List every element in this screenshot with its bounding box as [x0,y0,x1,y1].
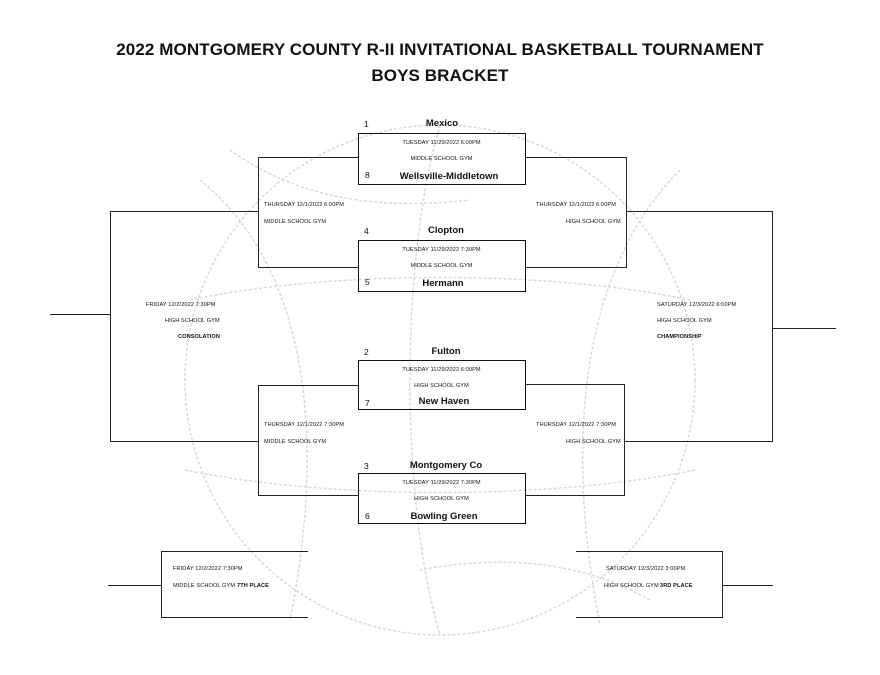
championship-time: SATURDAY 12/3/2022 6:00PM [657,302,737,308]
bracket-line [161,617,308,618]
bracket-line [110,211,111,442]
bracket-line [576,617,723,618]
championship-label: CHAMPIONSHIP [657,334,702,340]
championship-venue: HIGH SCHOOL GYM [657,318,712,324]
bracket-line [576,551,723,552]
seed-number: 5 [365,277,370,287]
team-name: Montgomery Co [409,460,483,471]
seventh-place-time: FRIDAY 12/2/2022 7:30PM [173,566,243,572]
game-time: TUESDAY 11/29/2022 7:30PM [402,480,481,486]
bracket-line [258,385,359,386]
bracket-line [526,157,627,158]
semifinal-venue: MIDDLE SCHOOL GYM [264,219,327,225]
game-time: TUESDAY 11/29/2022 6:00PM [402,140,481,146]
third-place-venue: HIGH SCHOOL GYM [604,583,659,589]
bracket-line [258,157,359,158]
seventh-place-label: 7TH PLACE [237,583,269,589]
game-venue: HIGH SCHOOL GYM [414,496,469,502]
game-box-2 [358,240,526,292]
bracket-line [526,384,625,385]
team-name: New Haven [418,396,470,407]
team-name: Mexico [425,118,459,129]
seed-number: 4 [364,226,369,236]
game-box-3 [358,360,526,410]
bracket-line [772,211,773,442]
team-name: Fulton [431,346,461,357]
game-time: TUESDAY 11/29/2022 6:00PM [402,367,481,373]
bracket-line [624,384,625,496]
team-name: Wellsville-Middletown [399,171,499,182]
semifinal-time: THURSDAY 12/1/2022 7:30PM [264,422,345,428]
consolation-label: CONSOLATION [178,334,221,340]
bracket-line [258,267,359,268]
semifinal-venue: HIGH SCHOOL GYM [566,439,621,445]
seed-number: 7 [365,398,370,408]
consolation-time: FRIDAY 12/2/2022 7:30PM [146,302,216,308]
bracket-line [624,441,773,442]
game-venue: HIGH SCHOOL GYM [414,383,469,389]
seed-number: 2 [364,347,369,357]
game-venue: MIDDLE SCHOOL GYM [410,156,473,162]
page-title: 2022 MONTGOMERY COUNTY R-II INVITATIONAL BASKETBALL TOURNAMENT [116,40,764,59]
team-name: Hermann [422,278,464,289]
third-place-time: SATURDAY 12/3/2022 3:00PM [606,566,686,572]
bracket-line [161,551,308,552]
seed-number: 8 [365,170,370,180]
third-place-label: 3RD PLACE [660,583,693,589]
semifinal-time: THURSDAY 12/1/2022 6:00PM [264,202,345,208]
bracket-line [110,441,259,442]
bracket-line [626,211,773,212]
bracket-line [626,157,627,268]
consolation-venue: HIGH SCHOOL GYM [165,318,220,324]
bracket-line [258,157,259,268]
semifinal-venue: MIDDLE SCHOOL GYM [264,439,327,445]
bracket-line [110,211,259,212]
bracket-line [50,314,111,315]
game-box-1 [358,133,526,185]
team-name: Bowling Green [410,511,478,522]
seventh-place-venue: MIDDLE SCHOOL GYM [173,583,236,589]
bracket-line [722,585,773,586]
game-venue: MIDDLE SCHOOL GYM [410,263,473,269]
bracket-line [108,585,162,586]
bracket-line [258,495,359,496]
bracket-line [526,495,625,496]
seed-number: 6 [365,511,370,521]
seed-number: 3 [364,461,369,471]
semifinal-time: THURSDAY 12/1/2022 7:30PM [536,422,617,428]
semifinal-venue: HIGH SCHOOL GYM [566,219,621,225]
bracket-line [526,267,627,268]
game-time: TUESDAY 11/29/2022 7:30PM [402,247,481,253]
page-subtitle: BOYS BRACKET [371,66,509,85]
game-box-4 [358,473,526,524]
team-name: Clopton [428,225,464,236]
seed-number: 1 [364,119,369,129]
semifinal-time: THURSDAY 12/1/2022 6:00PM [536,202,617,208]
bracket-line [772,328,836,329]
